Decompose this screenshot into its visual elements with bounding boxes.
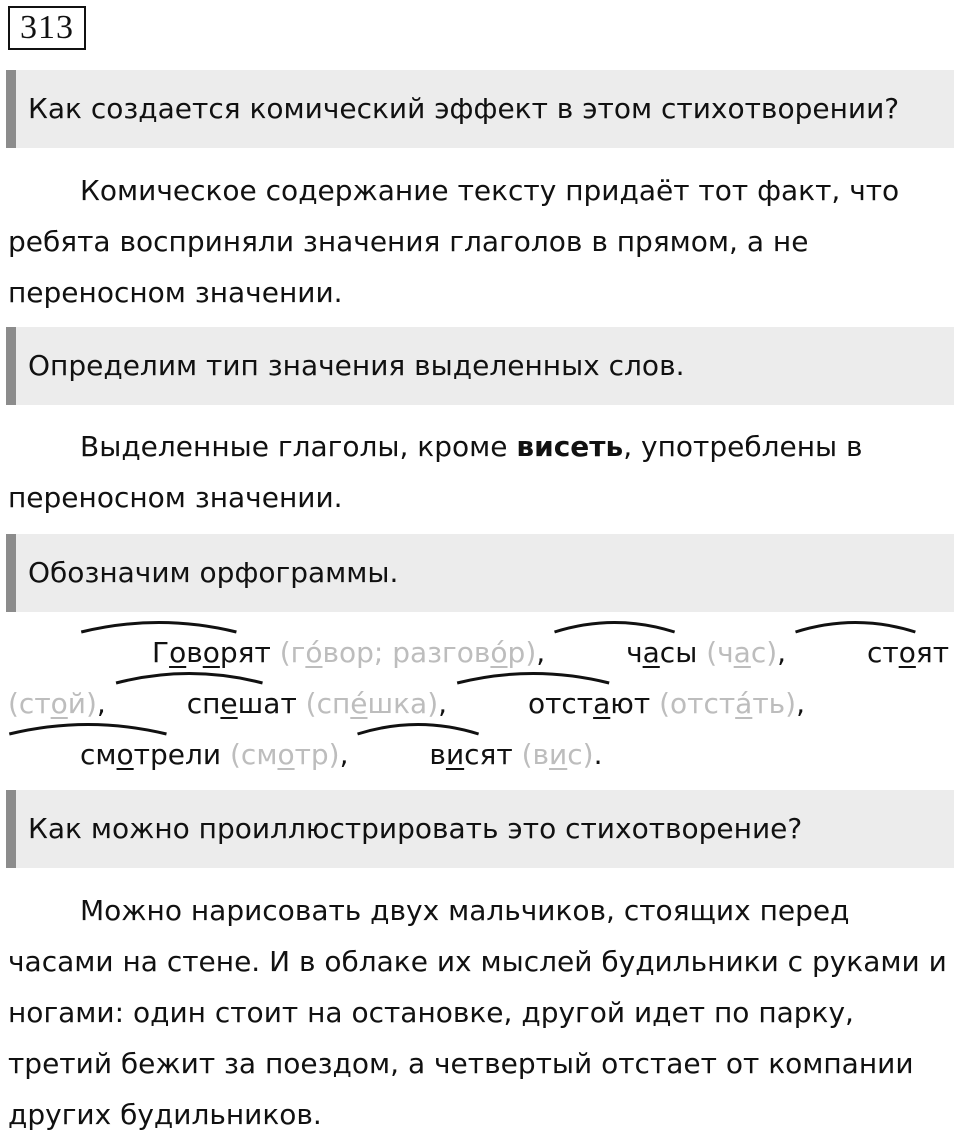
orthogram-letter: а xyxy=(593,687,611,720)
exercise-number: 313 xyxy=(8,6,86,50)
question-4: Как можно проиллюстрировать это стихотворение? xyxy=(6,790,954,868)
root-arc xyxy=(78,619,240,633)
check-word: (го́вор; разгово́р) xyxy=(279,636,537,669)
orthogram-word: час ы (час) xyxy=(554,636,777,669)
root-arc xyxy=(454,670,612,684)
check-word: (час) xyxy=(706,636,778,669)
check-word: (отста́ть) xyxy=(659,687,797,720)
root-arc xyxy=(6,721,170,735)
root-arc xyxy=(355,721,481,735)
root-arc xyxy=(552,619,677,633)
orthogram-word: сто ят (стой) xyxy=(8,636,949,720)
answer-4: Можно нарисовать двух мальчиков, стоящих перед часами на стене. И в облаке их мыслей будильники с руками и ногами: один стоит на остановке, другой идет по парку, третий бежит за поездом, а четвертый отстает от компании других будильников. xyxy=(8,894,947,1131)
word-root: вис xyxy=(357,729,479,780)
check-word: (вис) xyxy=(521,738,594,771)
orthogram-word: спеш ат (спе́шка) xyxy=(115,687,438,720)
orthogram-word: смотр ели (смотр) xyxy=(8,738,340,771)
answer-2: Выделенные глаголы, кроме висеть, употреблены в переносном значении. xyxy=(8,430,863,514)
orthogram-letter: е xyxy=(220,687,238,720)
word-root: Говор xyxy=(80,627,238,678)
word-root: спеш xyxy=(115,678,264,729)
check-word: (стой) xyxy=(8,687,97,720)
bold-word: висеть xyxy=(516,430,624,463)
orthogram-word: вис ят (вис) xyxy=(357,738,593,771)
word-root: час xyxy=(554,627,675,678)
check-word: (смотр) xyxy=(230,738,340,771)
orthogram-word: отста ют (отста́ть) xyxy=(456,687,796,720)
orthogram-letter: о xyxy=(116,738,134,771)
root-arc xyxy=(113,670,266,684)
orthogram-letter: а xyxy=(642,636,660,669)
root-arc xyxy=(793,619,918,633)
orthogram-letter: и xyxy=(445,738,465,771)
question-2: Определим тип значения выделенных слов. xyxy=(6,327,954,405)
orthogram-letter: о xyxy=(202,636,220,669)
question-1: Как создается комический эффект в этом стихотворении? xyxy=(6,70,954,148)
word-root: сто xyxy=(795,627,916,678)
orthogram-word: Говор ят (го́вор; разгово́р) xyxy=(80,636,536,669)
question-3: Обозначим орфограммы. xyxy=(6,534,954,612)
orthogram-list: Говор ят (го́вор; разгово́р), час ы (час), сто ят (стой), спеш ат (спе́шка), отста ют (отста́ть), смотр ели (смотр), вис ят (вис). xyxy=(8,627,954,780)
word-root: смотр xyxy=(8,729,168,780)
word-root: отста xyxy=(456,678,610,729)
orthogram-letter: о xyxy=(898,636,916,669)
answer-1: Комическое содержание тексту придаёт тот факт, что ребята восприняли значения глаголов в прямом, а не переносном значении. xyxy=(8,174,900,309)
check-word: (спе́шка) xyxy=(305,687,439,720)
orthogram-letter: о xyxy=(169,636,187,669)
